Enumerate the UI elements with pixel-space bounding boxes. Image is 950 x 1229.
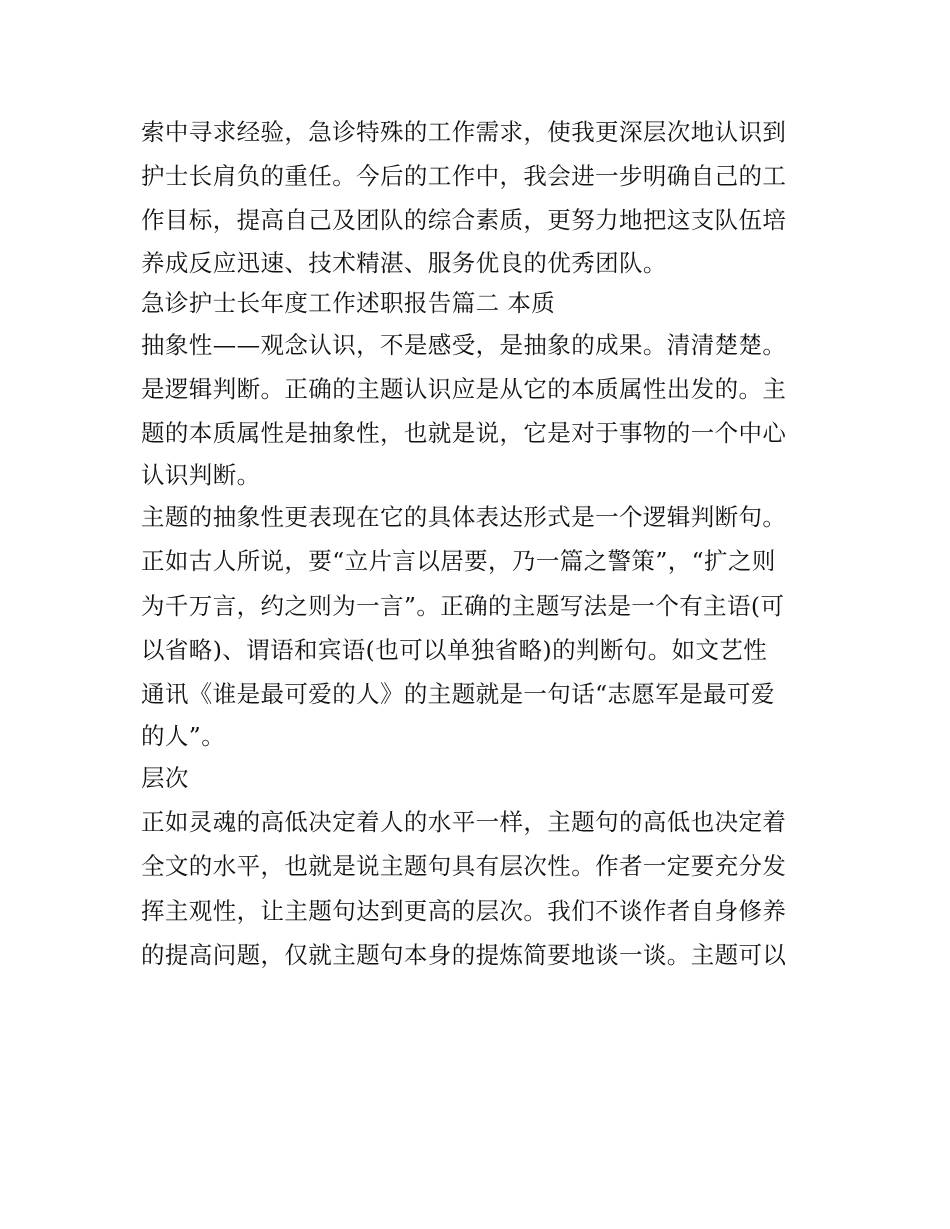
text-line: 正如古人所说，要“立片言以居要，乃一篇之警策”，“扩之则 bbox=[141, 547, 776, 576]
text-line: 索中寻求经验，急诊特殊的工作需求，使我更深层次地认识到 bbox=[141, 118, 787, 146]
text-line: 护士长肩负的重任。今后的工作中，我会进一步明确自己的工 bbox=[141, 162, 787, 191]
text-line: 挥主观性，让主题句达到更高的层次。我们不谈作者自身修养 bbox=[141, 896, 787, 925]
text-line: 抽象性——观念认识，不是感受，是抽象的成果。清清楚楚。 bbox=[141, 330, 787, 359]
text-line: 为千万言，约之则为一言”。正确的主题写法是一个有主语(可 bbox=[141, 591, 785, 620]
text-line: 的人”。 bbox=[141, 722, 226, 751]
text-line: 认识判断。 bbox=[141, 461, 261, 490]
text-line: 养成反应迅速、技术精湛、服务优良的优秀团队。 bbox=[141, 248, 667, 277]
text-line: 通讯《谁是最可爱的人》的主题就是一句话“志愿军是最可爱 bbox=[141, 679, 775, 708]
document-body bbox=[141, 110, 821, 977]
text-line: 全文的水平，也就是说主题句具有层次性。作者一定要充分发 bbox=[141, 852, 787, 881]
text-line: 是逻辑判断。正确的主题认识应是从它的本质属性出发的。主 bbox=[141, 374, 787, 403]
text-line: 题的本质属性是抽象性，也就是说，它是对于事物的一个中心 bbox=[141, 418, 787, 447]
section-heading: 急诊护士长年度工作述职报告篇二 本质 bbox=[141, 288, 556, 317]
text-line: 作目标，提高自己及团队的综合素质，更努力地把这支队伍培 bbox=[141, 206, 787, 235]
text-line: 的提高问题，仅就主题句本身的提炼简要地谈一谈。主题可以 bbox=[141, 940, 787, 969]
section-heading: 层次 bbox=[141, 764, 189, 793]
text-line: 主题的抽象性更表现在它的具体表达形式是一个逻辑判断句。 bbox=[141, 503, 787, 532]
text-line: 以省略)、谓语和宾语(也可以单独省略)的判断句。如文艺性 bbox=[141, 635, 768, 664]
text-line: 正如灵魂的高低决定着人的水平一样，主题句的高低也决定着 bbox=[141, 808, 787, 837]
